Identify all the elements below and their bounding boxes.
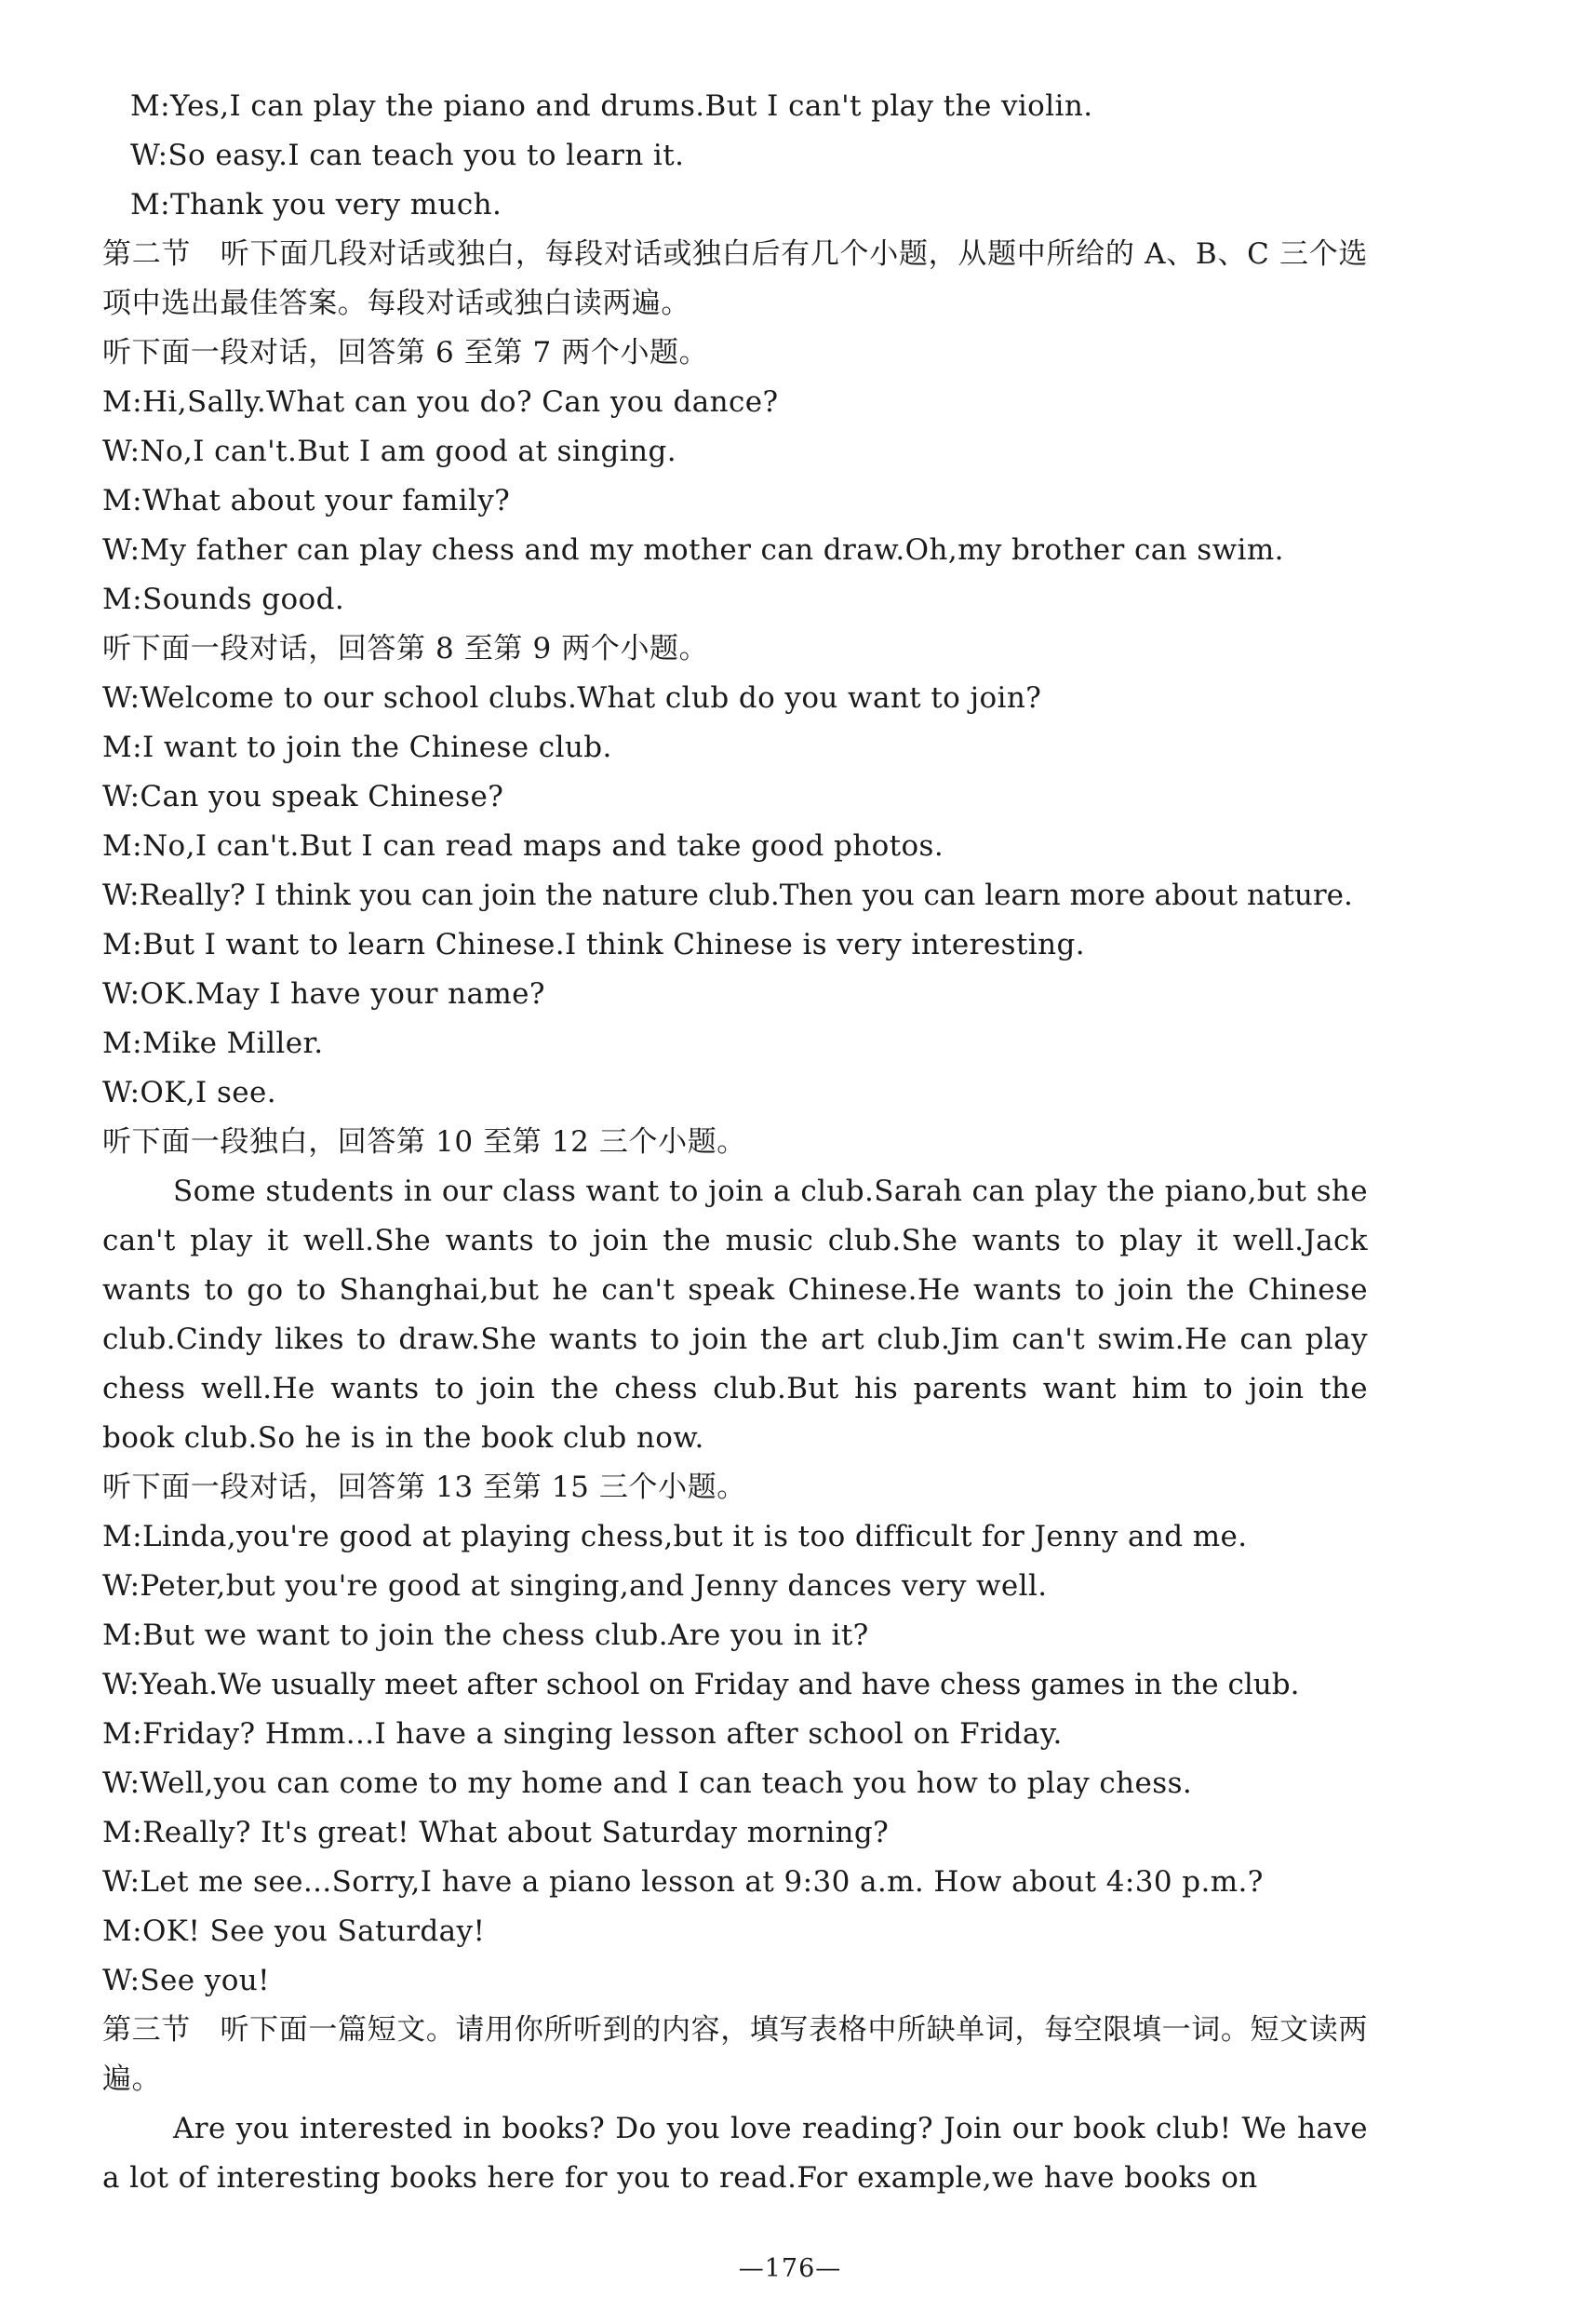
dialogue-line: M:OK! See you Saturday! — [102, 1914, 486, 1948]
dialogue-line: M:I want to join the Chinese club. — [102, 731, 612, 764]
dialogue-line: W:Peter,but you're good at singing,and Jenny dances very well. — [102, 1569, 1048, 1603]
dialogue-line: W:So easy.I can teach you to learn it. — [130, 139, 685, 172]
dialogue-line: W:Yeah.We usually meet after school on Friday and have chess games in the club. — [102, 1668, 1300, 1701]
dialogue-line: W:No,I can't.But I am good at singing. — [102, 435, 676, 468]
dialogue-line: M:Thank you very much. — [130, 188, 502, 222]
question-heading: 听下面一段对话，回答第 8 至第 9 两个小题。 — [102, 632, 709, 665]
dialogue-line: M:Friday? Hmm...I have a singing lesson after school on Friday. — [102, 1717, 1063, 1751]
dialogue-line: W:Well,you can come to my home and I can teach you how to play chess. — [102, 1767, 1193, 1800]
monologue-paragraph: Some students in our class want to join a club.Sarah can play the piano,but she can't play it well.She wants to join the music club.She wants to play it well.Jack wants to go to Shanghai,but he can't speak Chinese.He wants to join the Chinese club.Cindy likes to draw.She wants to join the art club.Jim can't swim.He can play chess well.He wants to join the chess club.But his parents want him to join the book club.So he is in the book club now. — [102, 1175, 1368, 1455]
dialogue-line: M:Yes,I can play the piano and drums.But I can't play the violin. — [130, 89, 1093, 123]
dialogue-line: M:What about your family? — [102, 484, 511, 517]
document-page — [102, 82, 1368, 2203]
dialogue-line: M:Really? It's great! What about Saturday morning? — [102, 1816, 890, 1849]
question-heading: 听下面一段对话，回答第 6 至第 7 两个小题。 — [102, 336, 709, 369]
dialogue-line: W:Welcome to our school clubs.What club do you want to join? — [102, 681, 1042, 715]
dialogue-line: W:OK,I see. — [102, 1076, 276, 1109]
page-number: —176— — [738, 2254, 842, 2283]
dialogue-line: W:OK.May I have your name? — [102, 977, 545, 1011]
dialogue-line: M:But we want to join the chess club.Are you in it? — [102, 1619, 869, 1652]
dialogue-line: W:See you! — [102, 1964, 270, 1997]
dialogue-line: M:But I want to learn Chinese.I think Chinese is very interesting. — [102, 928, 1085, 961]
dialogue-line: M:Linda,you're good at playing chess,but it is too difficult for Jenny and me. — [102, 1520, 1248, 1553]
dialogue-line: M:No,I can't.But I can read maps and take good photos. — [102, 829, 944, 863]
dialogue-line: W:Let me see...Sorry,I have a piano lesson at 9:30 a.m. How about 4:30 p.m.? — [102, 1865, 1264, 1899]
section-three-instructions: 第三节 听下面一篇短文。请用你所听到的内容，填写表格中所缺单词，每空限填一词。短文读两遍。 — [102, 2013, 1368, 2096]
question-heading: 听下面一段对话，回答第 13 至第 15 三个小题。 — [102, 1471, 746, 1504]
dialogue-line: M:Sounds good. — [102, 583, 345, 616]
question-heading: 听下面一段独白，回答第 10 至第 12 三个小题。 — [102, 1125, 746, 1159]
dialogue-line: W:Really? I think you can join the nature club.Then you can learn more about nature. — [102, 879, 1353, 912]
dialogue-line: M:Hi,Sally.What can you do? Can you dance? — [102, 385, 779, 419]
dialogue-line: W:My father can play chess and my mother can draw.Oh,my brother can swim. — [102, 533, 1284, 567]
dialogue-line: M:Mike Miller. — [102, 1027, 324, 1060]
dialogue-line: W:Can you speak Chinese? — [102, 780, 504, 813]
passage-paragraph: Are you interested in books? Do you love reading? Join our book club! We have a lot of interesting books here for you to read.For example,we have books on — [102, 2112, 1368, 2195]
section-two-instructions: 第二节 听下面几段对话或独白，每段对话或独白后有几个小题，从题中所给的 A、B、C 三个选项中选出最佳答案。每段对话或独白读两遍。 — [102, 237, 1368, 320]
